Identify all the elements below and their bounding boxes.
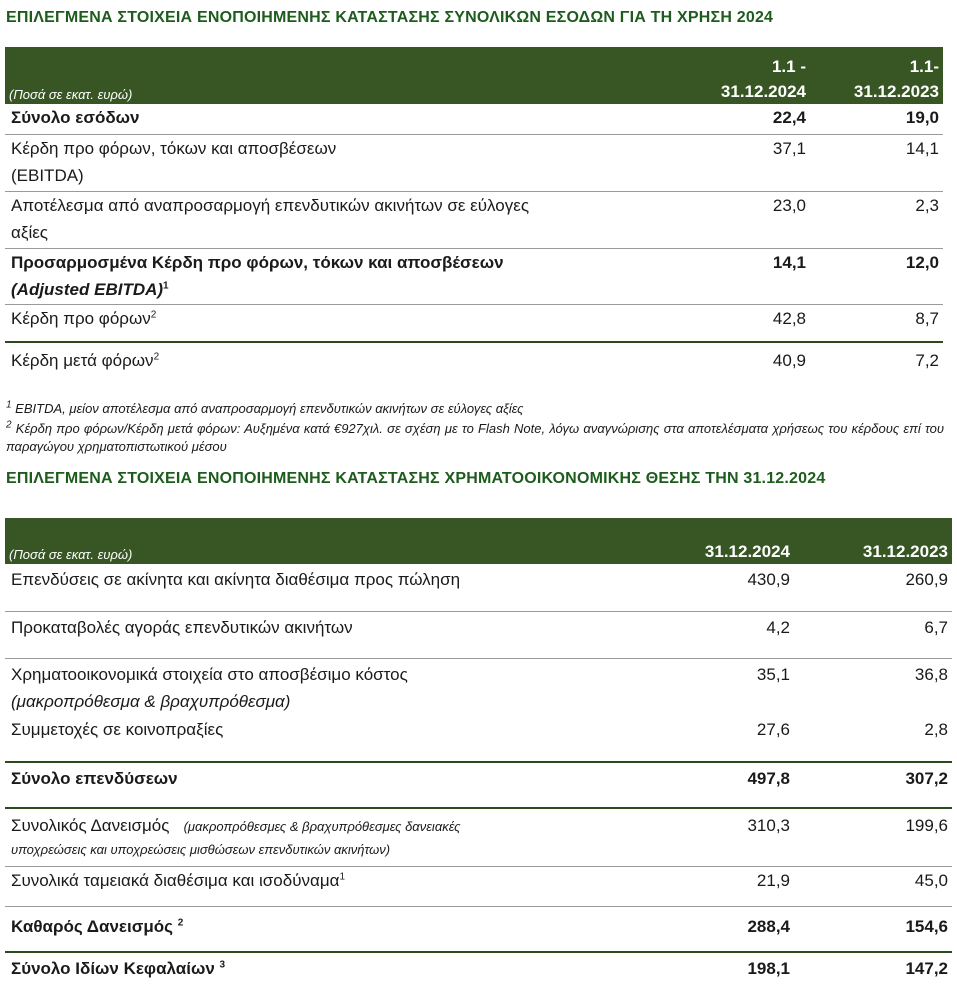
income-table — [5, 47, 943, 384]
table-row: Προκαταβολές αγοράς επενδυτικών ακινήτων 4,2 6,7 — [5, 611, 952, 658]
section2-title: ΕΠΙΛΕΓΜΕΝΑ ΣΤΟΙΧΕΙΑ ΕΝΟΠΟΙΗΜΕΝΗΣ ΚΑΤΑΣΤΑΣΗΣ ΧΡΗΜΑΤΟΟΙΚΟΝΟΜΙΚΗΣ ΘΕΣΗΣ ΤΗΝ 31.12.2024 — [6, 470, 826, 487]
table-row: Σύνολο επενδύσεων 497,8 307,2 — [5, 762, 952, 808]
unit-label: (Ποσά σε εκατ. ευρώ) — [5, 47, 665, 104]
table-row: Χρηματοοικονομικά στοιχεία στο αποσβέσιμο κόστος (μακροπρόθεσμα & βραχυπρόθεσμα) 35,1 36,8 — [5, 658, 952, 716]
footnote: $^2$ Κέρδη προ φόρων/Κέρδη μετά φόρων: Αυξημένα κατά €927χιλ. σε σχέση με το Flash Note, λόγω αναγνώρισης στα αποτελέσματα χρήσεως του κέρδους επί του παραγώγου χρηματοπιστωτικού μέσου — [6, 419, 944, 454]
table-row: Σύνολο εσόδων 22,4 19,0 — [11, 108, 939, 127]
table-row: Συνολικά ταμειακά διαθέσιμα και ισοδύναμα$^1$ 21,9 45,0 — [5, 866, 952, 906]
table-row: Κέρδη προ φόρων, τόκων και αποσβέσεων (EBITDA) 37,1 14,1 — [5, 134, 943, 191]
section1-title: ΕΠΙΛΕΓΜΕΝΑ ΣΤΟΙΧΕΙΑ ΕΝΟΠΟΙΗΜΕΝΗΣ ΚΑΤΑΣΤΑΣΗΣ ΣΥΝΟΛΙΚΩΝ ΕΣΟΔΩΝ ΓΙΑ ΤΗ ΧΡΗΣΗ 2024 — [6, 9, 774, 26]
table-row: Συνολικός Δανεισμός (μακροπρόθεσμες & βραχυπρόθεσμες δανειακές υποχρεώσεις και υποχρεώσεις μισθώσεων επενδυτικών ακινήτων) 310,3 199,6 — [5, 808, 952, 866]
column-header: 1.1- 31.12.2023 — [810, 47, 943, 104]
table-header — [5, 518, 952, 564]
table-row: Σύνολο Ιδίων Κεφαλαίων $^3$ 198,1 147,2 — [5, 952, 952, 988]
table-header — [5, 47, 943, 104]
column-header: 31.12.2024 — [670, 518, 794, 564]
table-row: Καθαρός Δανεισμός $^2$ 288,4 154,6 — [5, 906, 952, 952]
column-header: 1.1 - 31.12.2024 — [665, 47, 810, 104]
column-header: 31.12.2023 — [794, 518, 952, 564]
unit-label: (Ποσά σε εκατ. ευρώ) — [5, 518, 670, 564]
table-row: Κέρδη μετά φόρων$^2$ 40,9 7,2 — [5, 342, 943, 384]
table-row: Προσαρμοσμένα Κέρδη προ φόρων, τόκων και αποσβέσεων (Adjusted EBITDA)$^1$ 14,1 12,0 — [5, 248, 943, 304]
table-row: Αποτέλεσμα από αναπροσαρμογή επενδυτικών ακινήτων σε εύλογες αξίες 23,0 2,3 — [5, 191, 943, 248]
footnote: $^1$ EBITDA, μείον αποτέλεσμα από αναπροσαρμογή επενδυτικών ακινήτων σε εύλογες αξίες — [6, 399, 524, 416]
financial-position-table — [5, 518, 952, 988]
table-row: Συμμετοχές σε κοινοπραξίες 27,6 2,8 — [11, 720, 948, 739]
table-row: Κέρδη προ φόρων$^2$ 42,8 8,7 — [5, 304, 943, 342]
table-row: Επενδύσεις σε ακίνητα και ακίνητα διαθέσιμα προς πώληση 430,9 260,9 — [11, 570, 948, 589]
